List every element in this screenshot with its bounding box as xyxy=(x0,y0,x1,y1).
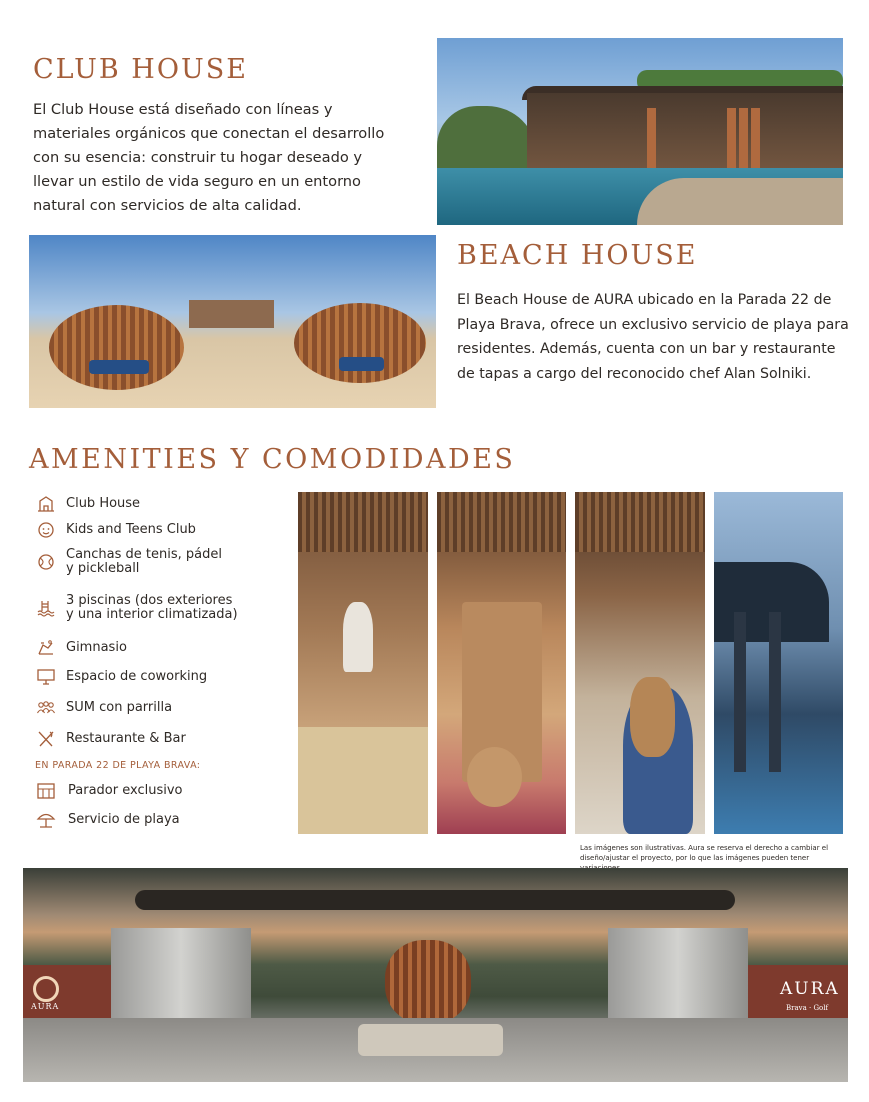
tennis-ball-icon xyxy=(35,552,57,572)
amenity-sum: SUM con parrilla xyxy=(35,698,172,718)
amenity-beach-service: Servicio de playa xyxy=(35,810,180,830)
gym-icon xyxy=(35,638,57,658)
beach-umbrella-icon xyxy=(35,810,57,830)
beach-house-description: El Beach House de AURA ubicado en la Parada 22 de Playa Brava, ofrece un exclusivo servicio de playa para residentes. Además, cuenta con un bar y restaurante de tapas a cargo del reconocido chef Alan Solniki. xyxy=(457,292,849,382)
amenity-coworking: Espacio de coworking xyxy=(35,667,207,687)
entrance-logo-right-sub: Brava · Golf xyxy=(786,1004,829,1012)
cutlery-icon xyxy=(35,729,57,749)
club-house-description: El Club House está diseñado con líneas y materiales orgánicos que conectan el desarrollo con su esencia: construir tu hogar deseado y llevar un estilo de vida seguro en un entorno natural con servicios de alta calidad. xyxy=(33,101,385,214)
amenity-courts: Canchas de tenis, pádel y pickleball xyxy=(35,548,222,576)
club-house-photo xyxy=(437,38,843,225)
club-house-title: CLUB HOUSE xyxy=(33,54,248,85)
gallery-bar-photo xyxy=(298,492,428,834)
image-disclaimer: Las imágenes son ilustrativas. Aura se reserva el derecho a cambiar el diseño/ajustar el proyecto, por lo que las imágenes pueden tener xyxy=(580,844,829,862)
pool-icon xyxy=(35,598,57,618)
amenity-pools: 3 piscinas (dos exteriores y una interior climatizada) xyxy=(35,594,238,622)
entrance-logo-right: AURA xyxy=(780,979,840,999)
amenities-title: AMENITIES Y COMODIDADES xyxy=(29,444,516,475)
gallery-pool-photo xyxy=(714,492,843,834)
amenity-parador: Parador exclusivo xyxy=(35,781,182,801)
gallery-lounge-photo xyxy=(575,492,705,834)
amenity-club-house: Club House xyxy=(35,494,140,514)
parador-icon xyxy=(35,781,57,801)
amenity-gym: Gimnasio xyxy=(35,638,127,658)
amenity-kids-club: Kids and Teens Club xyxy=(35,520,196,540)
kids-icon xyxy=(35,520,57,540)
beach-house-photo xyxy=(29,235,436,408)
entrance-logo-left: AURA xyxy=(31,1002,60,1011)
parada-heading: EN PARADA 22 DE PLAYA BRAVA: xyxy=(35,760,201,771)
amenity-restaurant: Restaurante & Bar xyxy=(35,729,186,749)
entrance-photo xyxy=(23,868,848,1082)
monitor-icon xyxy=(35,667,57,687)
gallery-kids-photo xyxy=(437,492,566,834)
clubhouse-icon xyxy=(35,494,57,514)
aura-logo-mark xyxy=(33,976,59,1002)
beach-house-title: BEACH HOUSE xyxy=(457,240,698,271)
people-icon xyxy=(35,698,57,718)
